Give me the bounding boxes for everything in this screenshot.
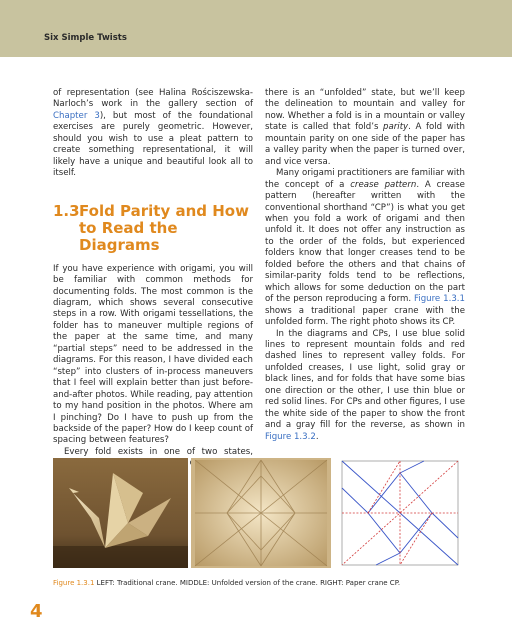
left-column (53, 88, 253, 481)
right-column (265, 88, 465, 443)
crease-pattern-diagram (334, 458, 466, 568)
right-paragraph-3: In the diagrams and CPs, I use blue solid lines to represent mountain folds and red dashed lines to represent valley folds. For unfolded creases, I use light, solid gray or black lines, and for folds that have some bias one direction or the other, I use thin blue or red solid lines. For CPs and other figures, I use the white side of the paper to show the front and a gray fill for the reverse, as shown in Figure 1.3.2. (265, 328, 465, 442)
crane-illustration (53, 458, 188, 568)
left-paragraph-2: If you have experience with origami, you will be familiar with common methods for documenting folds. The most common is the diagram, which shows several consecutive steps in a row. With origami tessellations, the folder has to maneuver multiple regions of the paper at the same time, and many “partial steps” need to be addressed in the diagrams. For this reason, I have divided each “step” into clusters of in-process maneuvers that I feel will explain better than just before-and-after photos. While reading, pay attention to my hand position in the photos. Where am I pinching? Do I have to push up from the backside of the paper? How do I keep count of spacing between features? (53, 263, 253, 446)
unfolded-crane-photo (191, 458, 331, 568)
crane-photo (53, 458, 188, 568)
section-title-line-1: Fold Parity and How (79, 201, 249, 220)
caption-text: LEFT: Traditional crane. MIDDLE: Unfolded version of the crane. RIGHT: Paper crane CP. (94, 579, 401, 587)
right-paragraph-2: Many origami practitioners are familiar with the concept of a crease pattern. A crease pattern (hereafter written with the conventional shorthand “CP”) is what you get when you fold a work of origami and then unfold it. It does not offer any instruction as to the order of the folds, but experienced folders know that longer creases tend to be folded before the others and that chains of similar-parity folds tend to be reflections, which allows for some deduction on the part of the person reproducing a form. Figure 1.3.1 shows a traditional paper crane with the unfolded form. The right photo shows its CP. (265, 168, 466, 328)
left-paragraph-3: Every fold exists in one of two states, (64, 446, 253, 457)
section-heading (53, 203, 253, 254)
figure-caption (53, 579, 473, 587)
unfolded-paper-illustration (191, 458, 331, 568)
figure-1-3-1-link[interactable]: Figure 1.3.1 (413, 294, 466, 305)
section-title-line-2: to Read the Diagrams (79, 218, 178, 254)
left-paragraph-1: of representation (see Halina Rościszewska-Narloch’s work in the gallery section of Chapter 3), but most of the foundational exercises are purely geometric. However, should you wish to use a pleat pattern to create something representational, it will likely have a unique and beautiful look all to itself. (53, 88, 254, 179)
section-number: 1.3 (53, 201, 80, 220)
crane-crease-pattern (334, 458, 466, 568)
right-paragraph-1: there is an “unfolded” state, but we’ll keep the delineation to mountain and valley for now. Whether a fold is in a mountain or valley state is called that fold’s parity. A fold with mountain parity on one side of the paper has a valley parity when the paper is turned over, and vice versa. (265, 88, 465, 167)
running-head: Six Simple Twists (44, 33, 127, 43)
caption-label: Figure 1.3.1 (53, 579, 95, 587)
chapter-3-link[interactable]: Chapter 3 (53, 110, 100, 121)
figure-1-3-1 (53, 458, 466, 568)
figure-1-3-2-link[interactable]: Figure 1.3.2 (265, 431, 316, 442)
header-band (0, 0, 512, 57)
page-number: 4 (30, 601, 43, 622)
